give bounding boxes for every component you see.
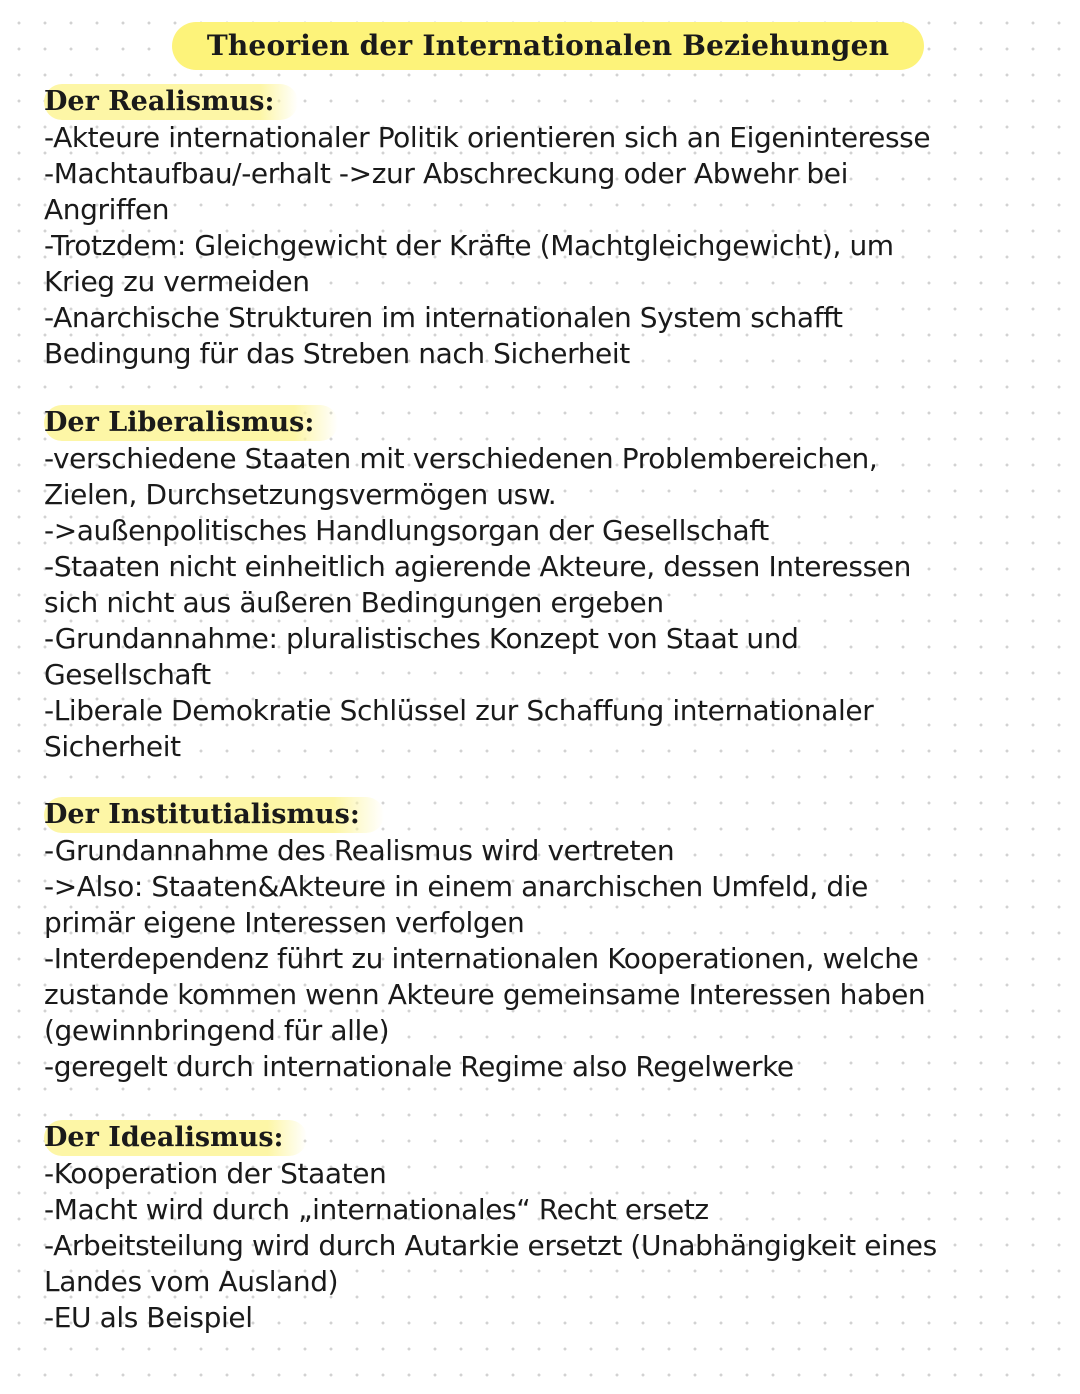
text-line: ->Also: Staaten&Akteure in einem anarchischen Umfeld, die [44, 870, 868, 903]
section-liberalismus [44, 405, 1044, 765]
section-lines [44, 1156, 1044, 1336]
text-line: Zielen, Durchsetzungsvermögen usw. [44, 478, 557, 511]
text-line: Sicherheit [44, 730, 181, 763]
section-heading: Der Idealismus: [44, 1120, 307, 1156]
text-line: -Kooperation der Staaten [44, 1157, 387, 1190]
section-heading: Der Realismus: [44, 84, 298, 120]
text-line: -Anarchische Strukturen im internationalen System schafft [44, 301, 843, 334]
text-line: Angriffen [44, 193, 170, 226]
text-line: -geregelt durch internationale Regime also Regelwerke [44, 1050, 794, 1083]
text-line: (gewinnbringend für alle) [44, 1014, 390, 1047]
text-line: -Macht wird durch „internationales“ Recht ersetz [44, 1193, 709, 1226]
text-line: Krieg zu vermeiden [44, 265, 310, 298]
text-line: Gesellschaft [44, 658, 211, 691]
text-line: sich nicht aus äußeren Bedingungen ergeben [44, 586, 664, 619]
text-line: -Grundannahme: pluralistisches Konzept von Staat und [44, 622, 799, 655]
text-line: -Liberale Demokratie Schlüssel zur Schaffung internationaler [44, 694, 874, 727]
text-line: -Akteure internationaler Politik orientieren sich an Eigeninteresse [44, 121, 931, 154]
text-line: primär eigene Interessen verfolgen [44, 906, 525, 939]
text-line: Landes vom Ausland) [44, 1265, 339, 1298]
title-highlight [172, 22, 924, 70]
text-line: -Arbeitsteilung wird durch Autarkie ersetzt (Unabhängigkeit eines [44, 1229, 937, 1262]
text-line: -verschiedene Staaten mit verschiedenen Problembereichen, [44, 442, 878, 475]
page-title: Theorien der Internationalen Beziehungen [172, 22, 924, 70]
text-line: -Grundannahme des Realismus wird vertreten [44, 834, 675, 867]
text-line: -EU als Beispiel [44, 1301, 253, 1334]
section-institutialismus [44, 797, 1044, 1085]
section-lines [44, 833, 1044, 1085]
text-line: -Staaten nicht einheitlich agierende Akteure, dessen Interessen [44, 550, 911, 583]
text-line: zustande kommen wenn Akteure gemeinsame Interessen haben [44, 978, 926, 1011]
text-line: -Interdependenz führt zu internationalen Kooperationen, welche [44, 942, 919, 975]
text-line: ->außenpolitisches Handlungsorgan der Gesellschaft [44, 514, 769, 547]
section-idealismus [44, 1120, 1044, 1336]
text-line: -Machtaufbau/-erhalt ->zur Abschreckung oder Abwehr bei [44, 157, 848, 190]
section-heading: Der Liberalismus: [44, 405, 338, 441]
section-realismus [44, 84, 1044, 372]
section-lines [44, 120, 1044, 372]
section-heading: Der Institutialismus: [44, 797, 384, 833]
text-line: Bedingung für das Streben nach Sicherheit [44, 337, 630, 370]
section-lines [44, 441, 1044, 765]
text-line: -Trotzdem: Gleichgewicht der Kräfte (Machtgleichgewicht), um [44, 229, 894, 262]
